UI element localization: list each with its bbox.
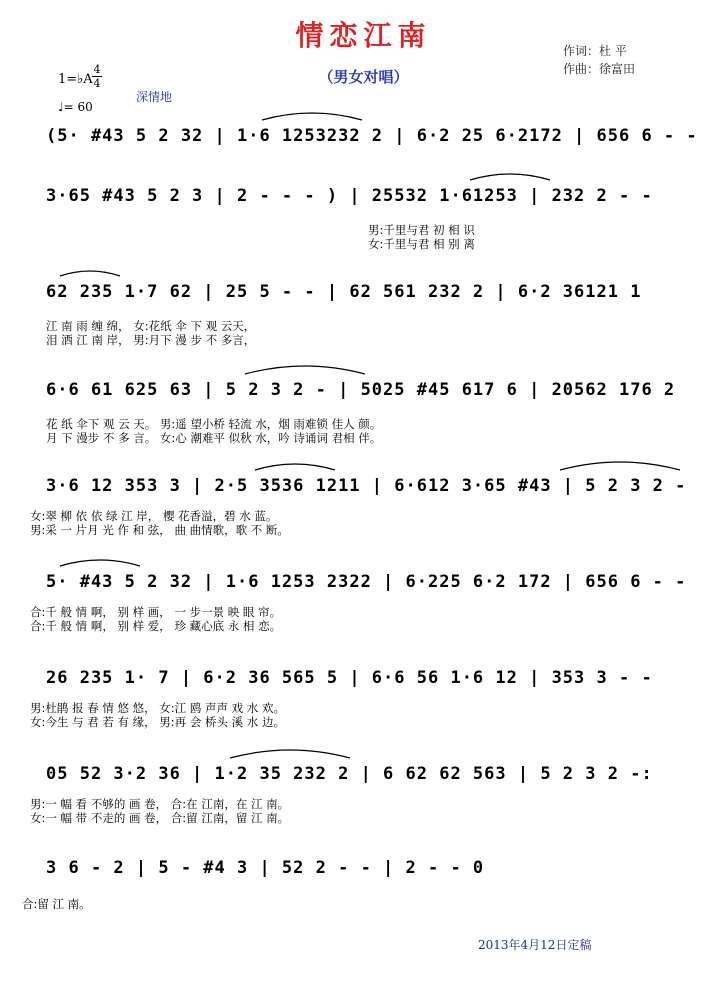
lyrics-line-4b: 月 下 漫步 不 多 言。 女:心 潮难平 似秋 水，吟 诗诵词 君相 伴。	[46, 431, 382, 445]
lyrics-line-9a: 合:留 江 南。	[22, 897, 91, 911]
notation-line-5: 3·6 12 353 3 | 2·5 3536 1211 | 6·612 3·65 #43 | 5 2 3 2 -	[46, 476, 687, 496]
song-title: 情恋江南	[295, 19, 432, 52]
lyrics-line-7b: 女:今生 与 君 若 有 缘， 男:再 会 桥头 溪 水 边。	[30, 715, 285, 729]
notation-line-1: (5· #43 5 2 32 | 1·6 1253232 2 | 6·2 25 6·2172 | 656 6 - -	[46, 126, 698, 146]
lyrics-line-2b: 女:千里与君 相 别 离	[368, 237, 475, 251]
lyrics-line-7a: 男:杜鹃 报 春 情 悠 悠， 女:江 鸥 声声 戏 水 欢。	[30, 701, 285, 715]
lyrics-line-8b: 女:一 幅 带 不走的 画 卷， 合:留 江南，留 江 南。	[30, 811, 290, 825]
lyrics-line-8a: 男:一 幅 看 不够的 画 卷， 合:在 江南，在 江 南。	[30, 797, 290, 811]
lyrics-line-6a: 合:千 般 情 啊， 别 样 画， 一 步一景 映 眼 帘。	[30, 605, 282, 619]
composer-credit: 作曲：徐富田	[563, 62, 636, 76]
notation-line-3: 62 235 1·7 62 | 25 5 - - | 62 561 232 2 | 6·2 36121 1	[46, 282, 642, 302]
notation-line-6: 5· #43 5 2 32 | 1·6 1253 2322 | 6·225 6·2 172 | 656 6 - -	[46, 572, 687, 592]
notation-line-8: 05 52 3·2 36 | 1·2 35 232 2 | 6 62 62 563 | 5 2 3 2 -:	[46, 764, 653, 784]
expression-marking: 深情地	[136, 90, 173, 104]
finalized-date: 2013年4月12日定稿	[478, 938, 592, 952]
time-signature: 4 4	[93, 63, 101, 90]
notation-line-4: 6·6 61 625 63 | 5 2 3 2 - | 5025 #45 617 6 | 20562 176 2	[46, 380, 676, 400]
key-signature: 1=♭A	[58, 72, 93, 87]
lyrics-line-5b: 男:采 一 片月 光 作 和 弦， 曲 曲情歌，歌 不 断。	[30, 523, 289, 537]
lyrics-line-2a: 男:千里与君 初 相 识	[368, 223, 475, 237]
lyrics-line-4a: 花 纸 伞下 观 云 天。 男:遥 望小桥 轻流 水，烟 雨难锁 佳人 颜。	[46, 417, 382, 431]
lyrics-line-5a: 女:翠 柳 依 依 绿 江 岸， 樱 花香溢，碧 水 蓝。	[30, 509, 278, 523]
lyrics-line-3a: 江 南 雨 缠 绵， 女:花纸 伞 下 观 云天，	[46, 319, 256, 333]
song-subtitle: （男女对唱）	[318, 68, 409, 86]
lyricist-credit: 作词：杜 平	[563, 44, 627, 58]
notation-line-2: 3·65 #43 5 2 3 | 2 - - - ) | 25532 1·61253 | 232 2 - -	[46, 186, 653, 206]
lyrics-line-6b: 合:千 般 情 啊， 别 样 爱， 珍 藏心底 永 相 恋。	[30, 619, 282, 633]
notation-line-7: 26 235 1· 7 | 6·2 36 565 5 | 6·6 56 1·6 12 | 353 3 - -	[46, 668, 653, 688]
lyrics-line-3b: 泪 洒 江 南 岸， 男:月下 漫 步 不 多言，	[46, 333, 256, 347]
notation-line-9: 3 6 - 2 | 5 - #4 3 | 52 2 - - | 2 - - 0	[46, 858, 485, 878]
tempo-marking: ♩= 60	[58, 100, 93, 114]
